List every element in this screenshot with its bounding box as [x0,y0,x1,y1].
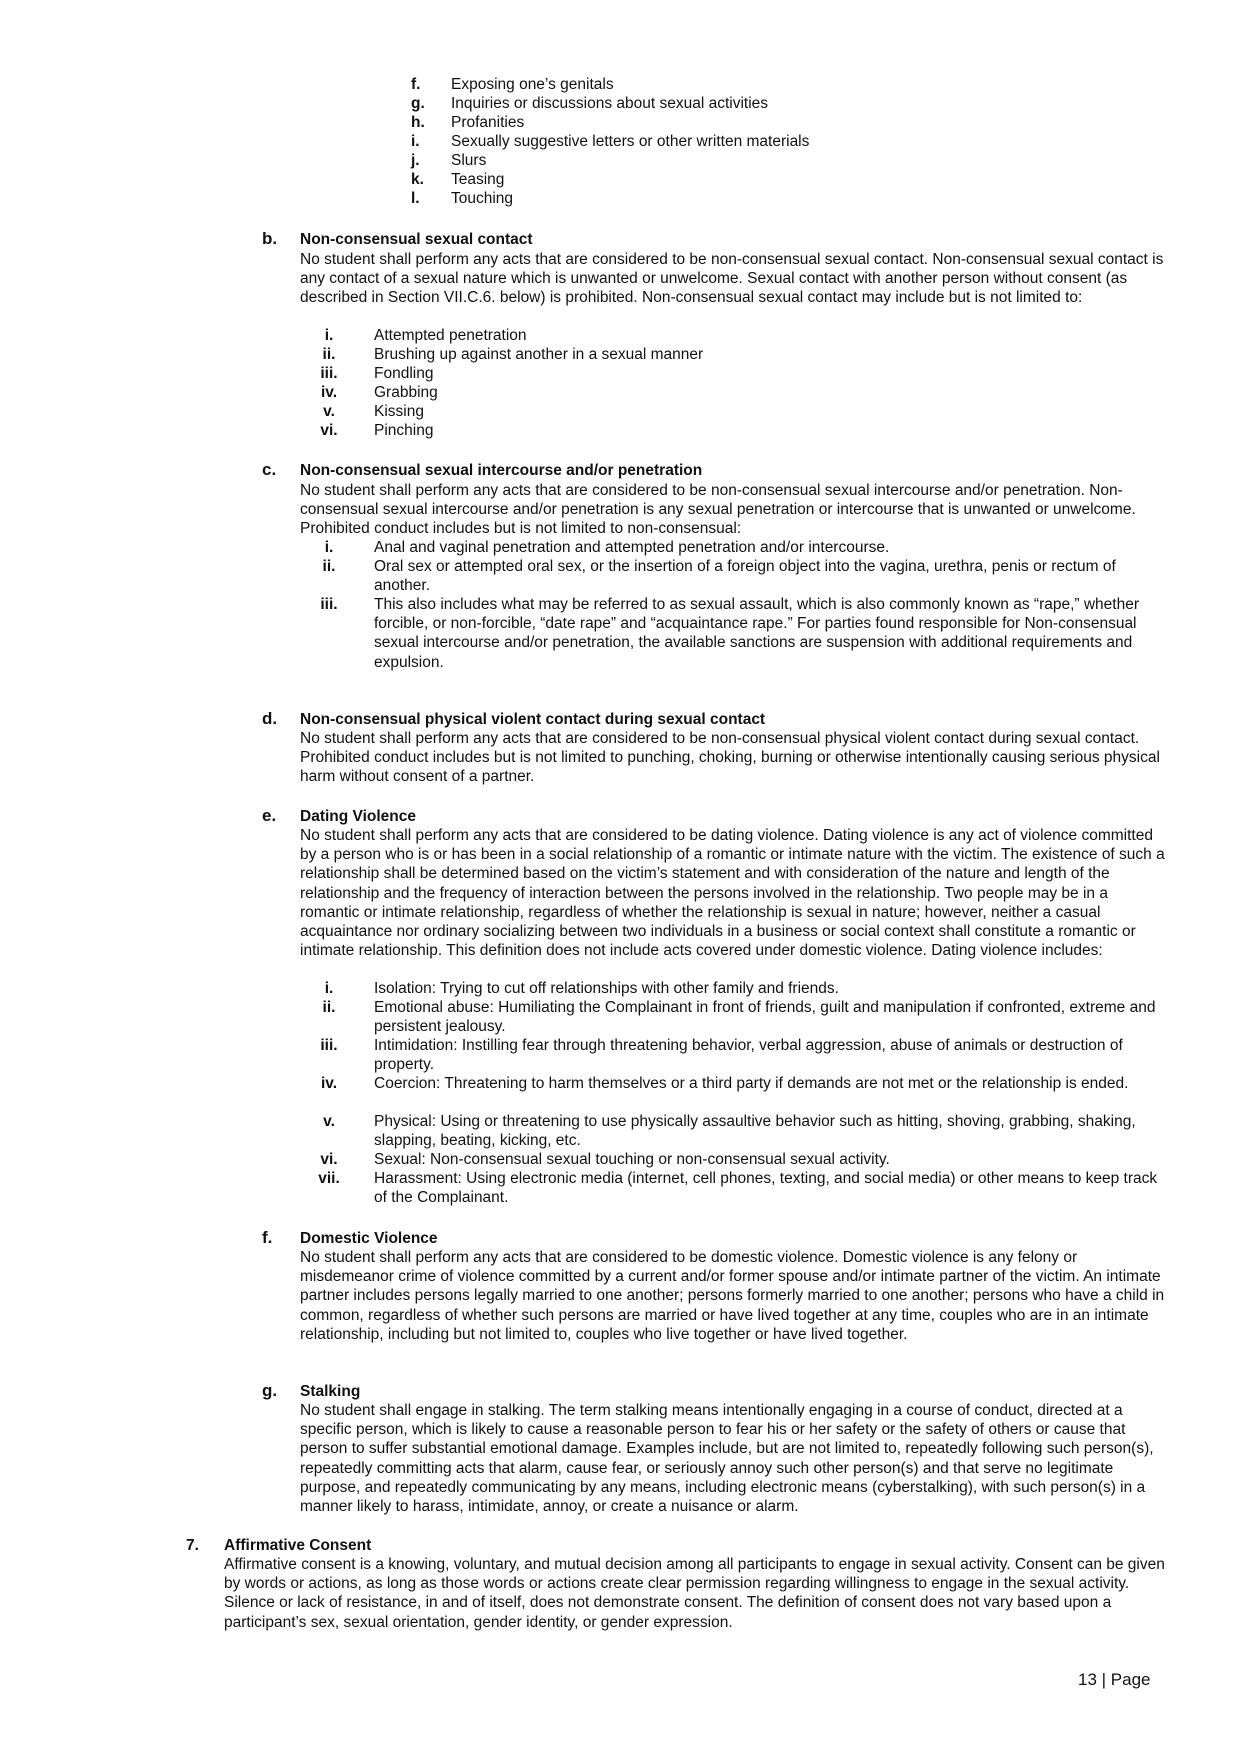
list-marker: ii. [322,346,336,363]
section-body: No student shall perform any acts that are considered to be dating violence. Dating violence is any act of violence committed by a person who is or has been in a social relationship of a romantic or intimate nature with the victim. The existence of such a relationship shall be determined based on the victim’s statement and with consideration of the nature and length of the relationship and the frequency of interaction between the persons involved in the relationship. Two people may be in a romantic or intimate relationship, regardless of whether the relationship is sexual in nature; however, neither a casual acquaintance nor ordinary socializing between two individuals in a business or social context shall constitute a romantic or intimate relationship. This definition does not include acts covered under domestic violence. Dating violence includes: [300,827,1165,960]
section-title: Affirmative Consent [224,1537,372,1554]
list-marker: v. [323,1113,335,1130]
section-body: No student shall perform any acts that are considered to be non-consensual sexual intercourse and/or penetration. Non-consensual sexual intercourse and/or penetration is any sexual penetration or intercourse that is unwanted or unwelcome. Prohibited conduct includes but is not limited to non-consensual: [300,482,1136,538]
section-title: Non-consensual sexual contact [300,231,533,248]
list-marker: i. [324,539,334,556]
list-marker: ii. [322,999,336,1016]
section-number: 7. [186,1537,199,1554]
list-marker: g. [411,95,425,112]
list-marker: ii. [322,558,336,575]
list-marker: i. [411,133,420,150]
list-marker: v. [323,403,335,420]
list-marker: vi. [320,422,338,439]
list-marker: j. [411,152,420,169]
list-text: Isolation: Trying to cut off relationships with other family and friends. [374,980,839,997]
list-marker: iii. [320,365,338,382]
list-marker: i. [324,327,334,344]
list-marker: l. [411,190,420,207]
list-text: Harassment: Using electronic media (internet, cell phones, texting, and social media) or other means to keep track of the Complainant. [374,1170,1158,1207]
list-marker: h. [411,114,425,131]
list-text: Pinching [374,422,434,439]
list-text: Sexual: Non-consensual sexual touching or non-consensual sexual activity. [374,1151,890,1168]
list-text: Physical: Using or threatening to use physically assaultive behavior such as hitting, shoving, grabbing, shaking, slapping, beating, kicking, etc. [374,1113,1136,1150]
list-marker: iii. [320,1037,338,1054]
list-text: Attempted penetration [374,327,527,344]
list-marker: vii. [318,1170,340,1187]
list-text: Coercion: Threatening to harm themselves or a third party if demands are not met or the relationship is ended. [374,1075,1129,1092]
section-body: No student shall engage in stalking. The term stalking means intentionally engaging in a course of conduct, directed at a specific person, which is likely to cause a reasonable person to fear his or her safety or the safety of others or cause that person to suffer substantial emotional damage. Examples include, but are not limited to, repeatedly following such person(s), repeatedly committing acts that alarm, cause fear, or seriously annoy such other person(s) and that serve no legitimate purpose, and repeatedly communicating by any means, including electronic means (cyberstalking), with such person(s) in a manner likely to harass, intimidate, annoy, or create a nuisance or alarm. [300,1402,1154,1516]
list-marker: k. [411,171,424,188]
list-marker: iii. [320,596,338,613]
list-text: Grabbing [374,384,438,401]
list-text: Emotional abuse: Humiliating the Complainant in front of friends, guilt and manipulation if confronted, extreme and persistent jealousy. [374,999,1156,1036]
list-text: Teasing [451,171,505,188]
list-text: Exposing one’s genitals [451,76,614,93]
section-body: No student shall perform any acts that are considered to be non-consensual sexual contact. Non-consensual sexual contact is any contact of a sexual nature which is unwanted or unwelcome. Sexual contact with another person without consent (as described in Section VII.C.6. below) is prohibited. Non-consensual sexual contact may include but is not limited to: [300,251,1164,307]
section-body: No student shall perform any acts that are considered to be domestic violence. Domestic violence is any felony or misdemeanor crime of violence committed by a current and/or former spouse and/or intimate partner of the victim. An intimate partner includes persons legally married to one another; persons formerly married to one another; persons who have a child in common, regardless of whether such persons are married or have lived together at any time, couples who are in an intimate relationship, including but not limited to, couples who live together or have lived together. [300,1249,1165,1343]
list-marker: iv. [320,1075,338,1092]
list-text: Anal and vaginal penetration and attempted penetration and/or intercourse. [374,539,890,556]
section-letter: b. [262,229,278,248]
list-text: Intimidation: Instilling fear through threatening behavior, verbal aggression, abuse of animals or destruction of property. [374,1037,1123,1074]
list-text: Sexually suggestive letters or other written materials [451,133,810,150]
list-text: Fondling [374,365,434,382]
list-text: Brushing up against another in a sexual manner [374,346,704,363]
list-text: This also includes what may be referred to as sexual assault, which is also commonly known as “rape,” whether forcible, or non-forcible, “date rape” and “acquaintance rape.” For parties found responsible for Non-consensual sexual intercourse and/or penetration, the available sanctions are suspension with additional requirements and expulsion. [374,596,1140,671]
list-marker: vi. [320,1151,338,1168]
section-letter: d. [262,709,278,728]
list-marker: i. [324,980,334,997]
section-letter: c. [262,460,277,479]
section-title: Dating Violence [300,808,416,825]
section-body: No student shall perform any acts that are considered to be non-consensual physical violent contact during sexual contact. Prohibited conduct includes but is not limited to punching, choking, burning or otherwise intentionally causing serious physical harm without consent of a partner. [300,730,1160,786]
page-number: 13 | Page [1078,1670,1151,1689]
section-letter: f. [262,1228,273,1247]
section-title: Non-consensual physical violent contact during sexual contact [300,711,766,728]
section-body: Affirmative consent is a knowing, voluntary, and mutual decision among all participants to engage in sexual activity. Consent can be given by words or actions, as long as those words or actions create clear permission regarding willingness to engage in the sexual activity. Silence or lack of resistance, in and of itself, does not demonstrate consent. The definition of consent does not vary based upon a participant’s sex, sexual orientation, gender identity, or gender expression. [224,1556,1165,1631]
list-text: Touching [451,190,514,207]
list-text: Kissing [374,403,424,420]
list-text: Inquiries or discussions about sexual activities [451,95,769,112]
section-title: Stalking [300,1383,361,1400]
section-title: Domestic Violence [300,1230,438,1247]
list-marker: f. [411,76,421,93]
section-title: Non-consensual sexual intercourse and/or penetration [300,462,703,479]
list-text: Oral sex or attempted oral sex, or the insertion of a foreign object into the vagina, urethra, penis or rectum of another. [374,558,1116,595]
list-text: Profanities [451,114,525,131]
list-marker: iv. [320,384,338,401]
section-letter: g. [262,1381,278,1400]
list-text: Slurs [451,152,487,169]
section-letter: e. [262,806,277,825]
